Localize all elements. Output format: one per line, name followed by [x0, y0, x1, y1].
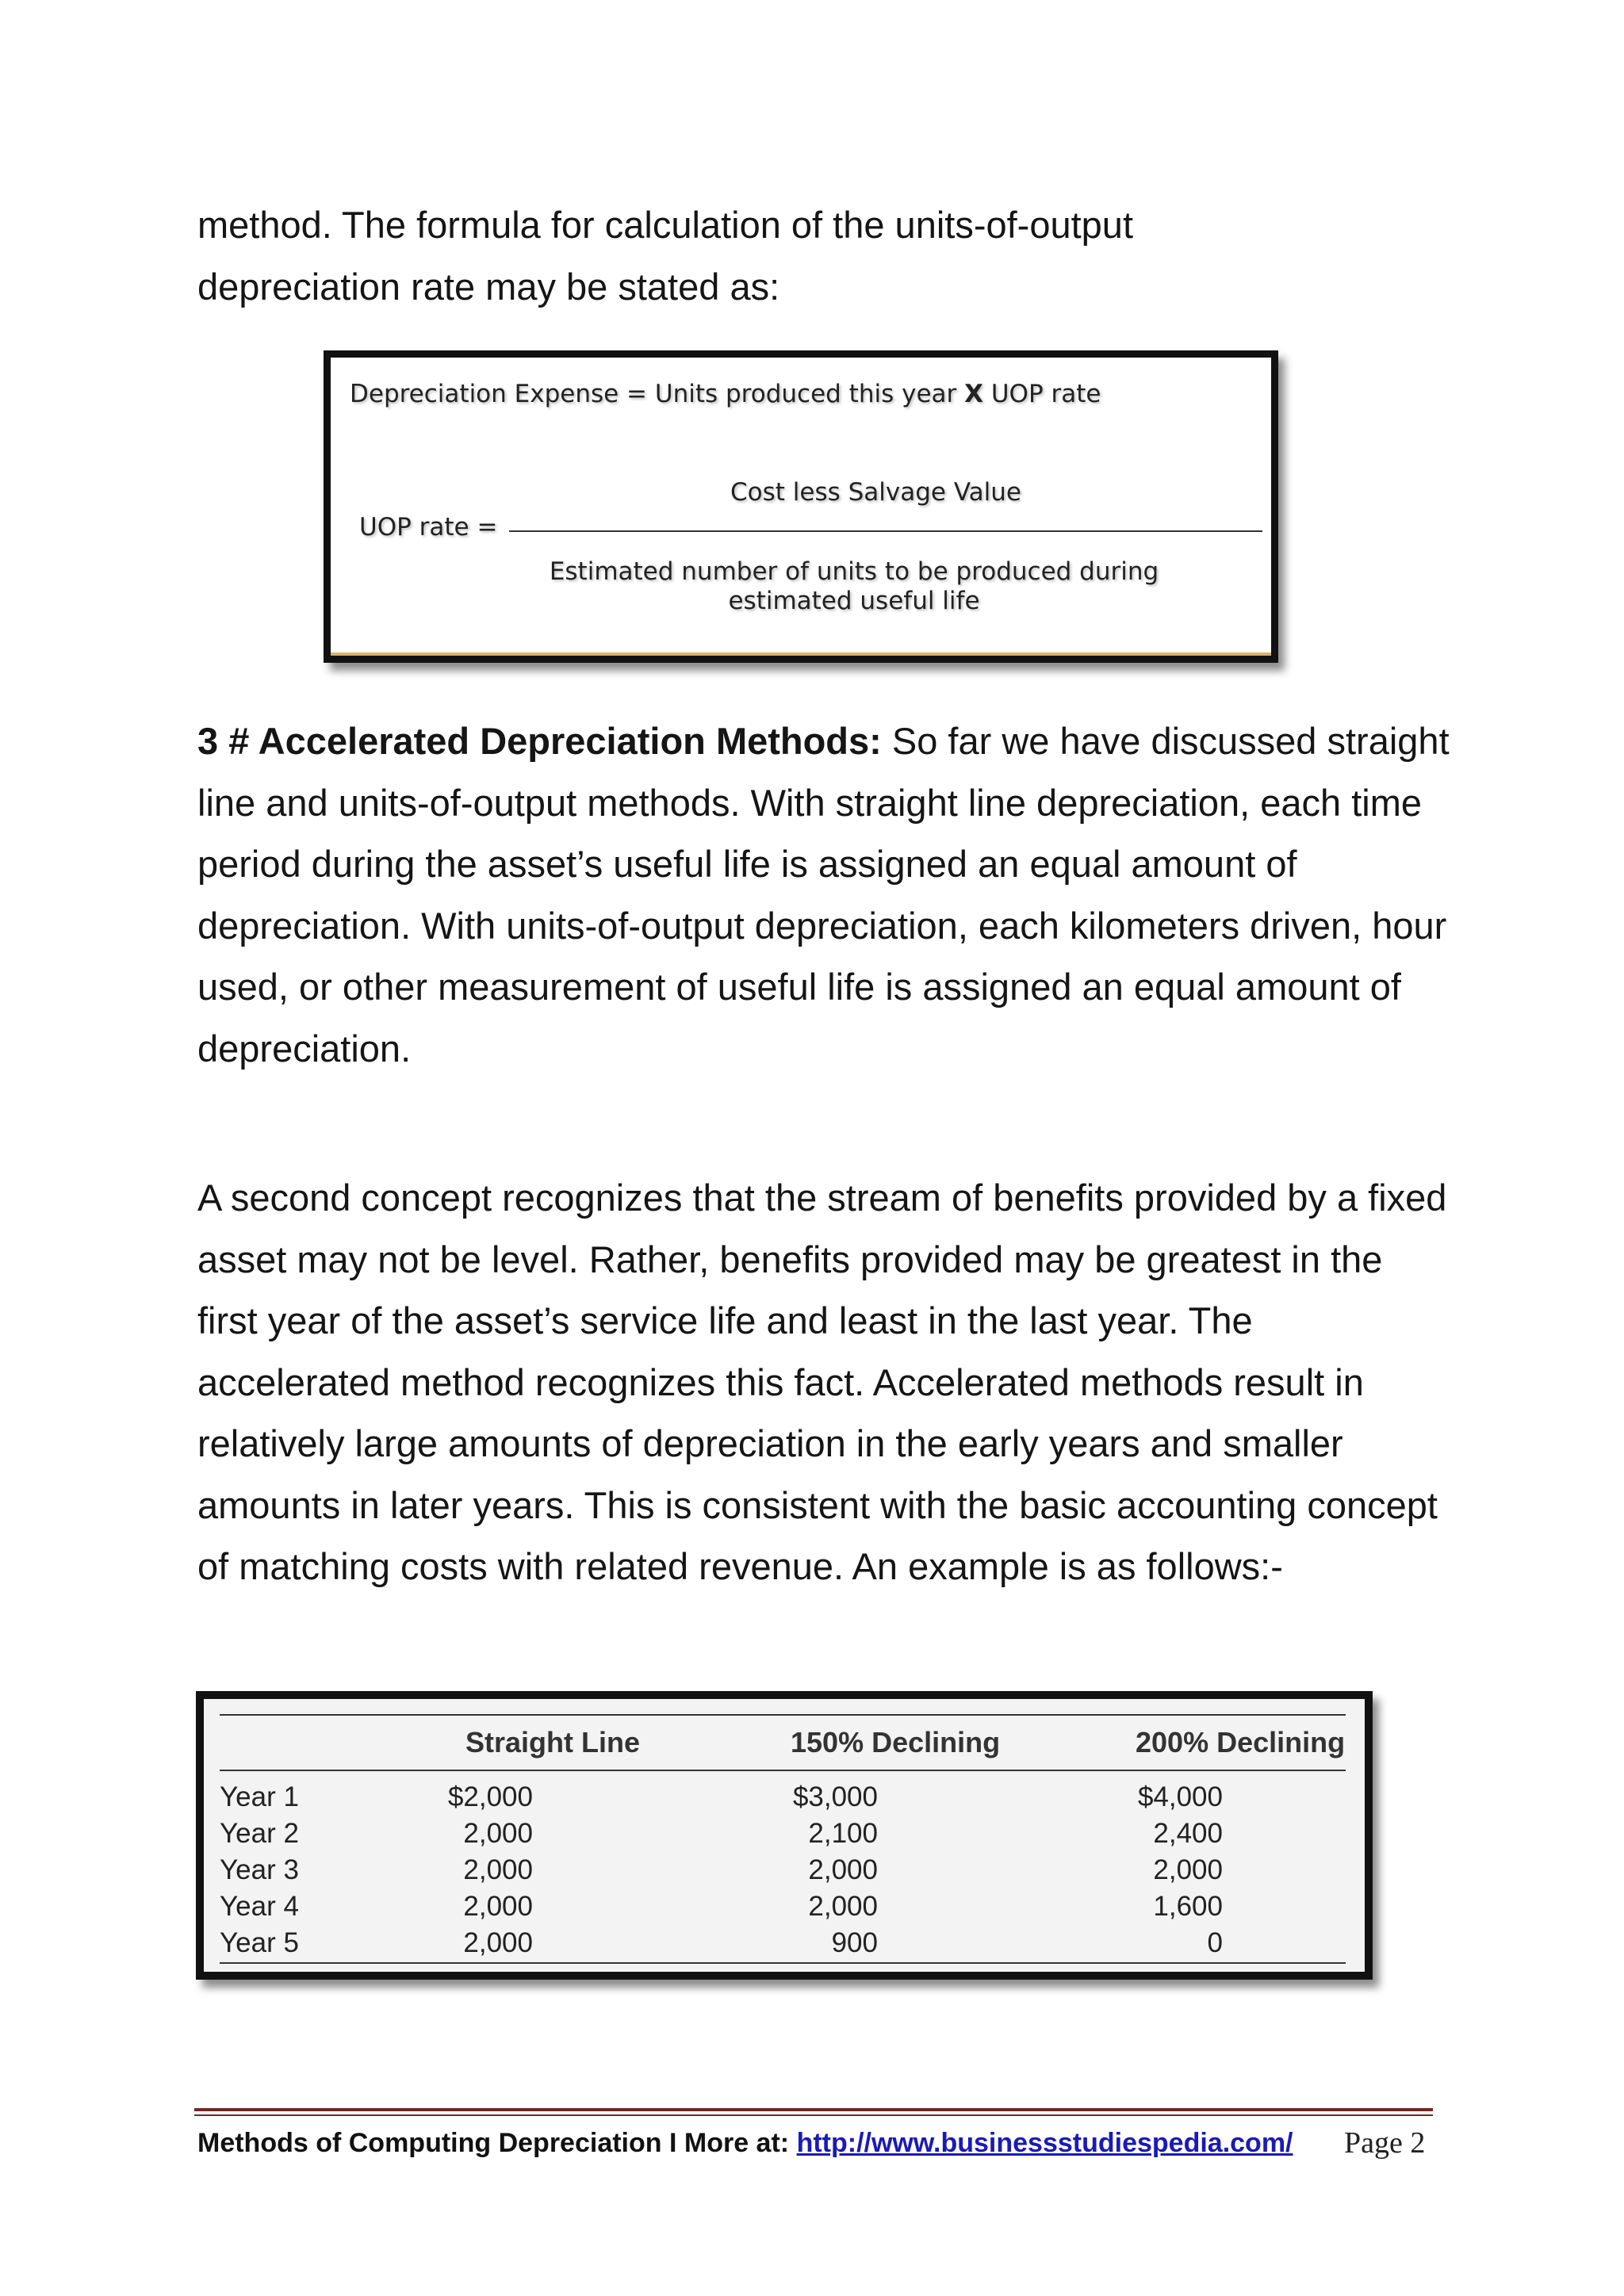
header-straight-line: Straight Line [465, 1726, 641, 1758]
multiply-sign: X [964, 380, 984, 408]
cell-straight-line: 2,000 [463, 1854, 533, 1885]
cell-200-declining: 2,400 [1153, 1818, 1223, 1849]
footer-divider-thin [194, 2114, 1433, 2116]
cell-200-declining: $4,000 [1137, 1781, 1223, 1812]
depreciation-expense-formula: Depreciation Expense = Units produced this year X UOP rate [350, 380, 1101, 408]
cell-150-declining: 2,100 [808, 1818, 878, 1849]
cell-straight-line: 2,000 [463, 1891, 533, 1922]
table-row [204, 1927, 1365, 1964]
second-concept-paragraph: A second concept recognizes that the stream of benefits provided by a fixed asset may not be level. Rather, benefits provided may be greatest in the first year of the asset’s service life and least in the last year. The accelerated method recognizes this fact. Accelerated methods result in relatively large amounts of depreciation in the early years and smaller amounts in later years. This is consistent with the basic accounting concept of matching costs with related revenue. An example is as follows:- [197, 1177, 1447, 1587]
table-row [204, 1854, 1365, 1891]
cell-150-declining: $3,000 [792, 1781, 878, 1812]
row-year: Year 2 [220, 1818, 299, 1849]
row-year: Year 4 [220, 1891, 299, 1922]
table-row [204, 1781, 1365, 1818]
row-year: Year 1 [220, 1781, 299, 1812]
row-year: Year 5 [220, 1927, 299, 1958]
formula-numerator: Cost less Salvage Value [730, 478, 1021, 507]
row-year: Year 3 [220, 1854, 299, 1885]
page-number: Page 2 [1344, 2126, 1426, 2160]
uop-rate-label: UOP rate = [359, 513, 498, 541]
cell-150-declining: 2,000 [808, 1854, 878, 1885]
footer-text: Methods of Computing Depreciation I More at: http://www.businessstudiespedia.com/ [197, 2128, 1293, 2158]
cell-200-declining: 1,600 [1153, 1891, 1223, 1922]
cell-straight-line: 2,000 [463, 1818, 533, 1849]
cell-150-declining: 2,000 [808, 1891, 878, 1922]
uop-formula-figure [324, 350, 1278, 663]
depreciation-comparison-table [196, 1691, 1373, 1980]
fraction-bar [509, 530, 1262, 532]
footer-divider [194, 2108, 1433, 2111]
accelerated-methods-paragraph: 3 # Accelerated Depreciation Methods: So far we have discussed straight line and units-of-output methods. With straight line depreciation, each time period during the asset’s useful life is assigned an equal amount of depreciation. With units-of-output depreciation, each kilometers driven, hour used, or other measurement of useful life is assigned an equal amount of depreciation. [197, 720, 1450, 1070]
table-bottom-rule [220, 1962, 1346, 1964]
section-heading: 3 # Accelerated Depreciation Methods: [197, 720, 882, 762]
cell-200-declining: 0 [1207, 1927, 1223, 1958]
header-150-declining: 150% Declining [791, 1726, 1001, 1758]
intro-paragraph: method. The formula for calculation of the units-of-output depreciation rate may be stated as: [197, 204, 1134, 308]
table-header-rule [220, 1770, 1346, 1771]
cell-200-declining: 2,000 [1153, 1854, 1223, 1885]
formula-denominator: Estimated number of units to be produced during estimated useful life [549, 557, 1159, 615]
cell-150-declining: 900 [831, 1927, 878, 1958]
table-row [204, 1818, 1365, 1854]
website-link[interactable]: http://www.businessstudiespedia.com/ [796, 2128, 1293, 2158]
cell-straight-line: $2,000 [447, 1781, 533, 1812]
cell-straight-line: 2,000 [463, 1927, 533, 1958]
header-200-declining: 200% Declining [1136, 1726, 1346, 1758]
table-top-rule [220, 1714, 1346, 1716]
table-row [204, 1891, 1365, 1927]
